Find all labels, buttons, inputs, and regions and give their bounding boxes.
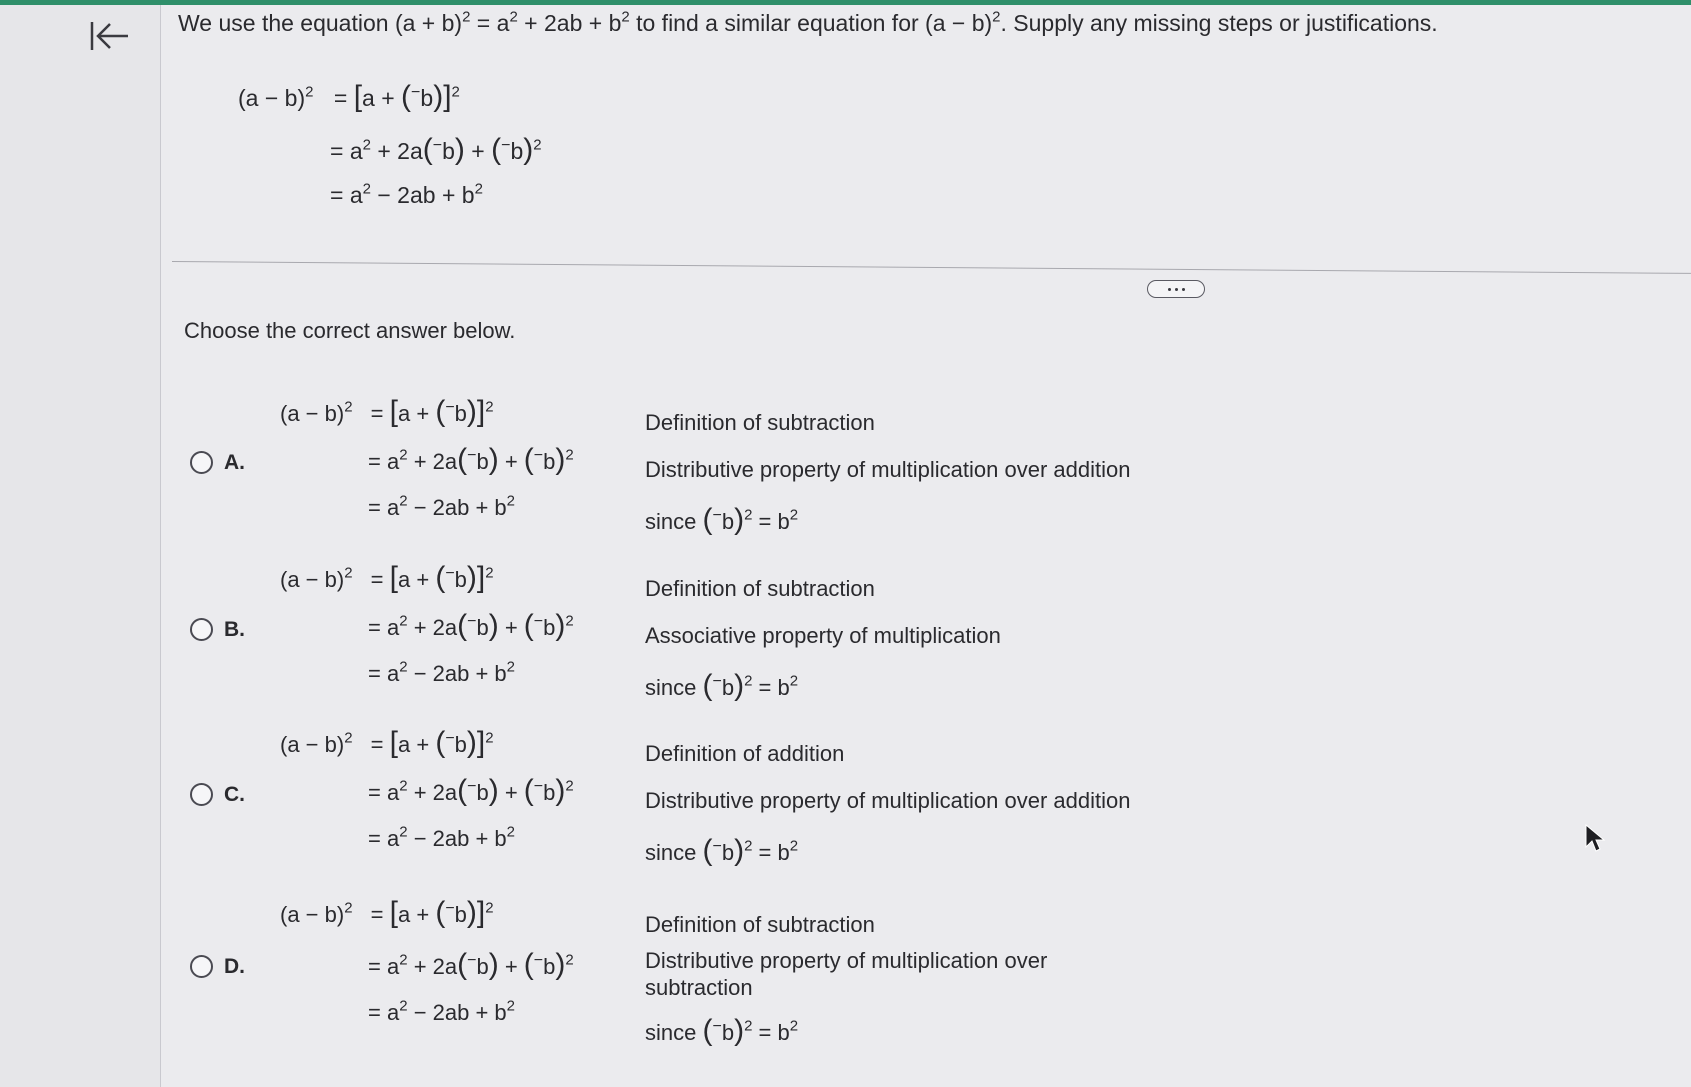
justification-3: since $(^-b)^2 = b^2$ (645, 834, 799, 867)
top-accent-bar (0, 0, 1691, 5)
collapse-left-icon[interactable] (86, 16, 134, 56)
option-letter: D. (224, 955, 245, 978)
justification-2a: Distributive property of multiplication over (645, 948, 1048, 973)
radio-option-c[interactable] (190, 783, 213, 806)
justification-2: Associative property of multiplication (645, 623, 1001, 648)
section-divider (172, 261, 1691, 274)
justification-1: Definition of subtraction (645, 410, 875, 435)
justification-3: since $(^-b)^2 = b^2$ (645, 503, 799, 536)
option-step-1: $(a - b)^2 = [a + (^-b)]^2$ (280, 395, 494, 428)
derivation-line-2: = $a^2 + 2a(^-b) + (^-b)^2$ (330, 133, 542, 166)
justification-2: Distributive property of multiplication over addition (645, 457, 1131, 482)
justification-2: Distributive property of multiplication over addition (645, 788, 1131, 813)
derivation-line-3: = $a^2 - 2ab + b^2$ (330, 180, 483, 208)
justification-1: Definition of subtraction (645, 576, 875, 601)
option-step-3: = $a^2 - 2ab + b^2$ (368, 492, 516, 520)
option-step-1: $(a - b)^2 = [a + (^-b)]^2$ (280, 726, 494, 759)
option-step-3: = $a^2 - 2ab + b^2$ (368, 823, 516, 851)
derivation-line-1: $(a - b)^2 = [a + (^-b)]^2$ (238, 80, 460, 113)
left-panel (0, 5, 160, 1087)
option-step-2: = $a^2 + 2a(^-b) + (^-b)^2$ (368, 443, 574, 476)
option-step-2: = $a^2 + 2a(^-b) + (^-b)^2$ (368, 774, 574, 807)
option-c (180, 726, 1180, 876)
option-step-2: = $a^2 + 2a(^-b) + (^-b)^2$ (368, 609, 574, 642)
option-letter: A. (224, 451, 245, 474)
option-letter: C. (224, 783, 245, 806)
radio-option-a[interactable] (190, 451, 213, 474)
option-b (180, 561, 1180, 711)
option-step-1: $(a - b)^2 = [a + (^-b)]^2$ (280, 896, 494, 929)
option-step-3: = $a^2 - 2ab + b^2$ (368, 658, 516, 686)
answer-prompt: Choose the correct answer below. (184, 318, 516, 343)
option-letter: B. (224, 618, 245, 641)
panel-divider (160, 5, 161, 1087)
question-text: We use the equation $(a + b)^2 = a^2 + 2ab + b^2$ to find a similar equation for $(a - b)^2$. Supply any missing steps or justifications. (178, 8, 1438, 36)
radio-option-d[interactable] (190, 955, 213, 978)
justification-1: Definition of addition (645, 741, 845, 766)
option-step-2: = $a^2 + 2a(^-b) + (^-b)^2$ (368, 948, 574, 981)
option-a (180, 395, 1180, 545)
more-dots-icon[interactable] (1147, 280, 1205, 298)
justification-3: since $(^-b)^2 = b^2$ (645, 669, 799, 702)
option-step-1: $(a - b)^2 = [a + (^-b)]^2$ (280, 561, 494, 594)
radio-option-b[interactable] (190, 618, 213, 641)
option-d (180, 896, 1180, 1046)
mouse-cursor-icon (1584, 823, 1608, 855)
justification-3: since $(^-b)^2 = b^2$ (645, 1014, 799, 1047)
justification-1: Definition of subtraction (645, 912, 875, 937)
justification-2b: subtraction (645, 975, 753, 1000)
option-step-3: = $a^2 - 2ab + b^2$ (368, 997, 516, 1025)
